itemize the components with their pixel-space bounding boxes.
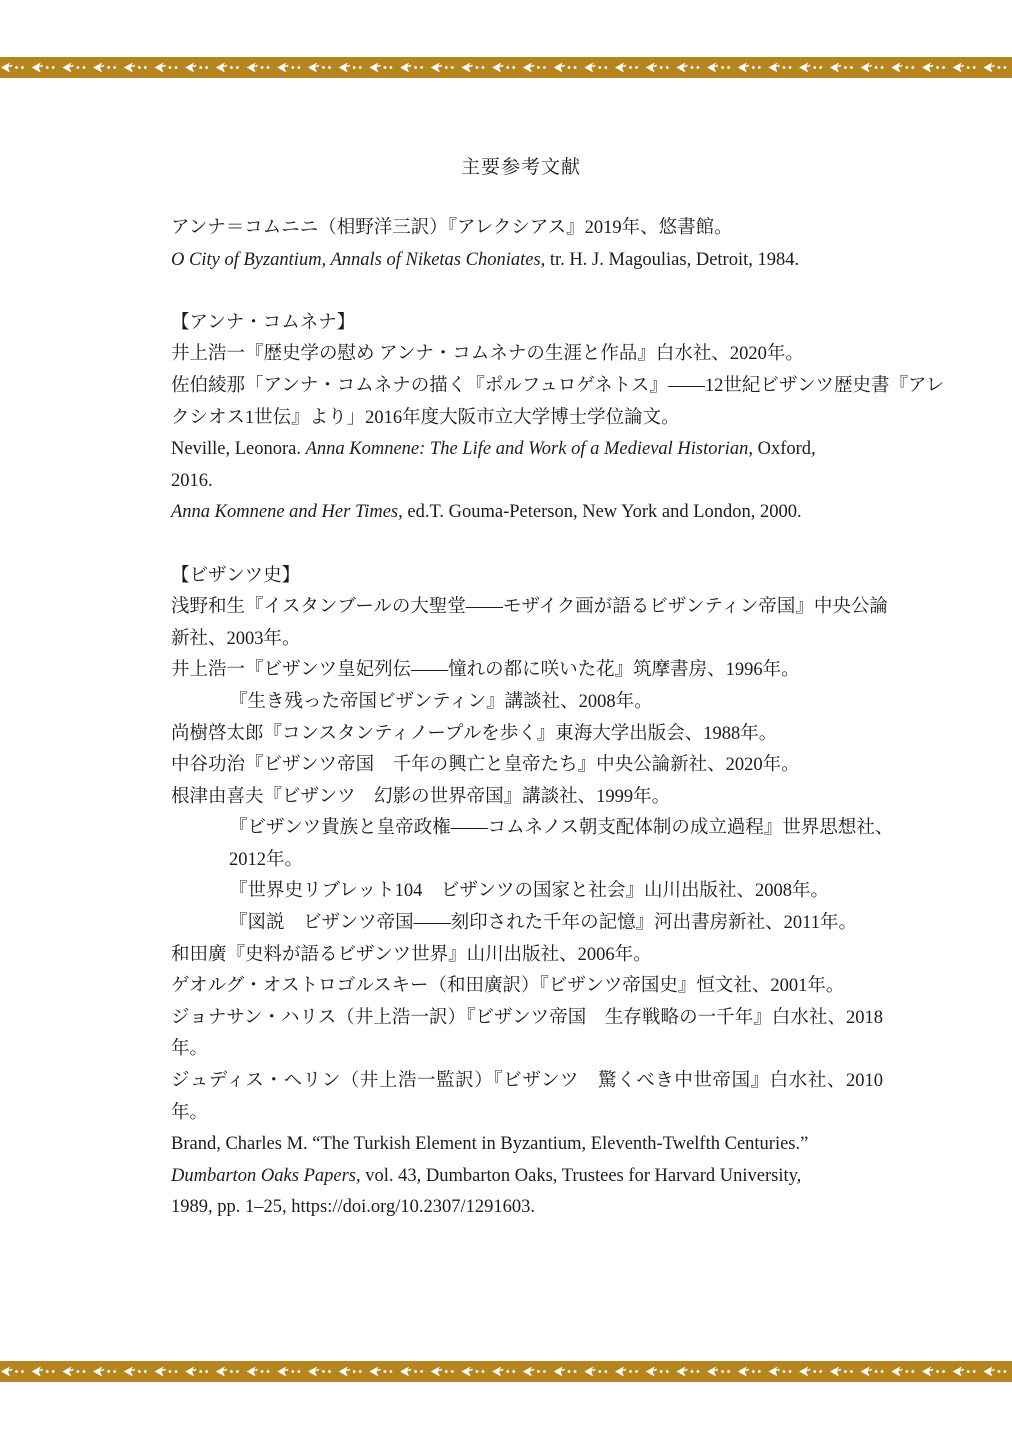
entry-title: Anna Komnene: The Life and Work of a Medieval Historian, bbox=[305, 439, 753, 460]
bibliography-entry bbox=[171, 371, 945, 434]
bibliography-entry bbox=[171, 497, 883, 529]
section-heading-byzantine-history: 【ビザンツ史】 bbox=[171, 565, 301, 586]
entry-text-line: 『ビザンツ貴族と皇帝政権――コムネノス朝支配体制の成立過程』世界思想社、 bbox=[229, 818, 894, 839]
entry-text-line: 佐伯綾那「アンナ・コムネナの描く『ポルフュロゲネトス』――12世紀ビザンツ歴史書『アレ bbox=[171, 375, 945, 396]
entry-text: 『図説 ビザンツ帝国――刻印された千年の記憶』河出書房新社、2011年。 bbox=[229, 913, 857, 934]
bibliography-entry bbox=[171, 1003, 883, 1066]
entry-text-line: 新社、2003年。 bbox=[171, 628, 301, 649]
entry-text-line: Brand, Charles M. “The Turkish Element in Byzantium, Eleventh-Twelfth Centuries.” bbox=[171, 1134, 809, 1155]
bibliography-entry-same-author bbox=[171, 908, 883, 940]
bibliography-entry-same-author bbox=[171, 876, 883, 908]
bibliography-entry bbox=[171, 655, 883, 687]
bibliography-entry bbox=[171, 971, 883, 1003]
top-decorative-border bbox=[0, 57, 1012, 78]
bibliography-entry bbox=[171, 1129, 883, 1224]
bibliography-entry bbox=[171, 782, 883, 814]
entry-text: 中谷功治『ビザンツ帝国 千年の興亡と皇帝たち』中央公論新社、2020年。 bbox=[171, 755, 800, 776]
bibliography-entry bbox=[171, 434, 883, 497]
bibliography-entry bbox=[171, 750, 883, 782]
bibliography-entry bbox=[171, 1066, 883, 1129]
bibliography-entry-same-author bbox=[171, 687, 883, 719]
entry-title: Anna Komnene and Her Times, bbox=[171, 502, 403, 523]
entry-text: アンナ＝コムニニ（相野洋三訳）『アレクシアス』2019年、悠書館。 bbox=[171, 218, 733, 238]
page-title: 主要参考文献 bbox=[460, 157, 581, 178]
entry-text: 『世界史リブレット104 ビザンツの国家と社会』山川出版社、2008年。 bbox=[229, 881, 829, 902]
bibliography-entry bbox=[171, 339, 883, 371]
entry-text: ジョナサン・ハリス（井上浩一訳）『ビザンツ帝国 生存戦略の一千年』白水社、2018年。 bbox=[171, 1007, 883, 1060]
entry-text-line: 2016. bbox=[171, 470, 213, 491]
entry-text: ゲオルグ・オストロゴルスキー（和田廣訳）『ビザンツ帝国史』恒文社、2001年。 bbox=[171, 976, 845, 997]
bibliography-entry bbox=[171, 213, 883, 245]
entry-text: 『生き残った帝国ビザンティン』講談社、2008年。 bbox=[229, 691, 653, 712]
bibliography-entry bbox=[171, 245, 883, 277]
bottom-decorative-border bbox=[0, 1361, 1012, 1382]
entry-text: 井上浩一『歴史学の慰め アンナ・コムネナの生涯と作品』白水社、2020年。 bbox=[171, 344, 804, 365]
entry-text: Oxford, bbox=[752, 439, 816, 460]
entry-journal: Dumbarton Oaks Papers, bbox=[171, 1165, 361, 1186]
bibliography-entry bbox=[171, 940, 883, 972]
entry-text-line: 2012年。 bbox=[229, 849, 304, 870]
entry-text: 尚樹啓太郎『コンスタンティノープルを歩く』東海大学出版会、1988年。 bbox=[171, 723, 778, 744]
section-heading-anna-komnene: 【アンナ・コムネナ】 bbox=[171, 312, 356, 333]
arrow-dot-pattern-icon bbox=[0, 1361, 1012, 1382]
entry-text-line: 浅野和生『イスタンブールの大聖堂――モザイク画が語るビザンティン帝国』中央公論 bbox=[171, 597, 888, 618]
bibliography-entry bbox=[171, 719, 883, 751]
bibliography-entry-same-author bbox=[171, 813, 894, 876]
entry-text: vol. 43, Dumbarton Oaks, Trustees for Harvard University, bbox=[360, 1165, 802, 1186]
entry-author: Neville, Leonora. bbox=[171, 439, 306, 460]
entry-text: 和田廣『史料が語るビザンツ世界』山川出版社、2006年。 bbox=[171, 944, 652, 965]
bibliography-entry bbox=[171, 592, 888, 655]
entry-text-line: 1989, pp. 1–25, https://doi.org/10.2307/1291603. bbox=[171, 1197, 536, 1218]
bibliography bbox=[171, 213, 945, 1224]
arrow-dot-pattern-icon bbox=[0, 57, 1012, 78]
entry-text: ジュディス・ヘリン（井上浩一監訳）『ビザンツ 驚くべき中世帝国』白水社、2010年。 bbox=[171, 1071, 883, 1123]
entry-text: 根津由喜夫『ビザンツ 幻影の世界帝国』講談社、1999年。 bbox=[171, 786, 671, 807]
entry-text: 井上浩一『ビザンツ皇妃列伝――憧れの都に咲いた花』筑摩書房、1996年。 bbox=[171, 660, 800, 681]
entry-text-line: クシオス1世伝』より」2016年度大阪市立大学博士学位論文。 bbox=[171, 407, 680, 428]
entry-title: O City of Byzantium, Annals of Niketas Choniates, bbox=[171, 249, 546, 270]
entry-text: tr. H. J. Magoulias, Detroit, 1984. bbox=[545, 249, 800, 270]
entry-text: ed.T. Gouma-Peterson, New York and London, 2000. bbox=[402, 502, 802, 523]
